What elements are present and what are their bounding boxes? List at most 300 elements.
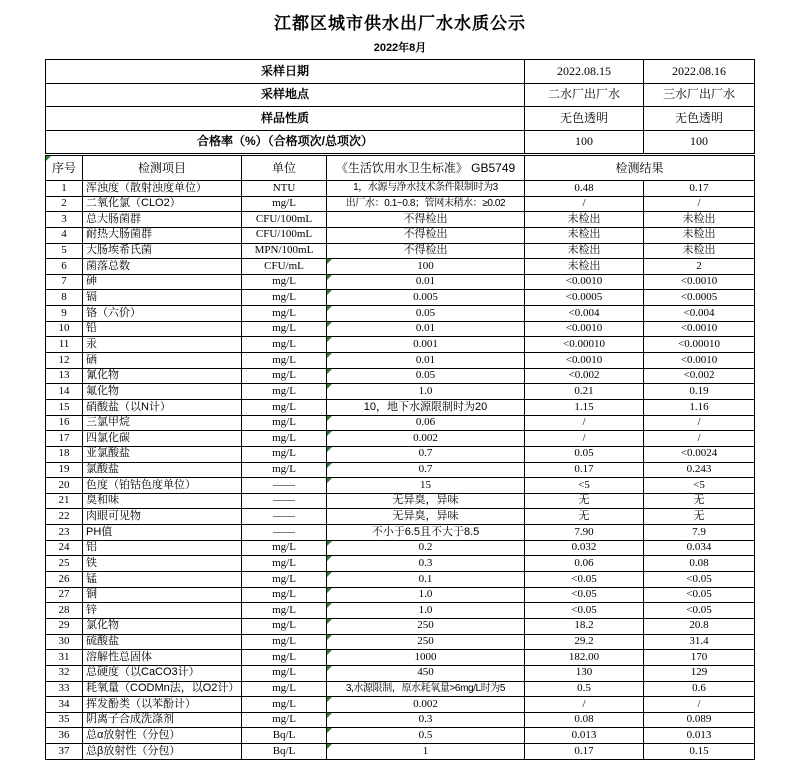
result-plant3: 无 — [644, 509, 755, 525]
row-no: 26 — [46, 572, 83, 588]
standard-limit: 不得检出 — [327, 227, 525, 243]
standard-limit: 1，水源与净水技术条件限制时为3 — [327, 181, 525, 197]
cell-flag-icon — [327, 478, 332, 483]
unit: mg/L — [242, 634, 327, 650]
unit: mg/L — [242, 587, 327, 603]
table-row — [46, 650, 755, 666]
standard-limit: 250 — [327, 634, 525, 650]
column-header-unit: 单位 — [242, 156, 327, 181]
result-plant2: 0.013 — [525, 728, 644, 744]
standard-limit: 10，地下水源限制时为20 — [327, 399, 525, 415]
info-label: 采样地点 — [46, 83, 525, 107]
unit: mg/L — [242, 650, 327, 666]
standard-limit: 15 — [327, 478, 525, 494]
standard-limit: 0.1 — [327, 572, 525, 588]
result-plant2: 未检出 — [525, 227, 644, 243]
result-plant2: 0.17 — [525, 462, 644, 478]
item-name: 肉眼可见物 — [83, 509, 242, 525]
item-name: 总硬度（以CaCO3计） — [83, 665, 242, 681]
standard-limit: 出厂水：0.1~0.8；管网末稍水：≥0.02 — [327, 196, 525, 212]
result-plant2: 182.00 — [525, 650, 644, 666]
item-name: 硫酸盐 — [83, 634, 242, 650]
table-row — [46, 587, 755, 603]
row-no: 30 — [46, 634, 83, 650]
table-row — [46, 337, 755, 353]
table-row — [46, 446, 755, 462]
sampling-info-table — [45, 59, 755, 154]
table-row — [46, 618, 755, 634]
cell-flag-icon — [46, 156, 51, 161]
result-plant3: <0.0024 — [644, 446, 755, 462]
row-no: 15 — [46, 399, 83, 415]
info-value-plant3: 2022.08.16 — [644, 60, 755, 84]
result-plant2: / — [525, 415, 644, 431]
result-plant2: 0.5 — [525, 681, 644, 697]
result-plant2: 18.2 — [525, 618, 644, 634]
info-row — [46, 60, 755, 84]
item-name: 氰化物 — [83, 368, 242, 384]
unit: mg/L — [242, 462, 327, 478]
standard-limit: 0.01 — [327, 274, 525, 290]
row-no: 25 — [46, 556, 83, 572]
standard-limit: 0.5 — [327, 728, 525, 744]
row-no: 4 — [46, 227, 83, 243]
unit: —— — [242, 493, 327, 509]
item-name: 锌 — [83, 603, 242, 619]
result-plant3: 0.17 — [644, 181, 755, 197]
info-value-plant2: 2022.08.15 — [525, 60, 644, 84]
table-row — [46, 634, 755, 650]
info-row — [46, 130, 755, 154]
result-plant2: 0.48 — [525, 181, 644, 197]
result-plant2: 未检出 — [525, 259, 644, 275]
table-row — [46, 321, 755, 337]
result-plant2: 未检出 — [525, 212, 644, 228]
item-name: 硝酸盐（以N计） — [83, 399, 242, 415]
unit: mg/L — [242, 665, 327, 681]
result-plant3: <0.0005 — [644, 290, 755, 306]
cell-flag-icon — [327, 603, 332, 608]
result-plant2: 0.05 — [525, 446, 644, 462]
result-plant3: 无 — [644, 493, 755, 509]
row-no: 7 — [46, 274, 83, 290]
standard-limit: 不小于6.5且不大于8.5 — [327, 525, 525, 541]
page-title: 江都区城市供水出厂水水质公示 — [274, 14, 526, 33]
cell-flag-icon — [327, 588, 332, 593]
cell-flag-icon — [327, 650, 332, 655]
item-name: 氯化物 — [83, 618, 242, 634]
item-name: 总大肠菌群 — [83, 212, 242, 228]
cell-flag-icon — [327, 697, 332, 702]
table-row — [46, 540, 755, 556]
result-plant3: 未检出 — [644, 227, 755, 243]
cell-flag-icon — [327, 431, 332, 436]
result-plant2: 0.21 — [525, 384, 644, 400]
result-plant3: <0.00010 — [644, 337, 755, 353]
result-plant2: 130 — [525, 665, 644, 681]
standard-limit: 100 — [327, 259, 525, 275]
cell-flag-icon — [327, 275, 332, 280]
unit: mg/L — [242, 446, 327, 462]
cell-flag-icon — [327, 556, 332, 561]
row-no: 24 — [46, 540, 83, 556]
table-row — [46, 196, 755, 212]
row-no: 14 — [46, 384, 83, 400]
table-row — [46, 431, 755, 447]
result-plant2: 29.2 — [525, 634, 644, 650]
result-plant2: <0.0005 — [525, 290, 644, 306]
unit: mg/L — [242, 712, 327, 728]
standard-limit: 450 — [327, 665, 525, 681]
standard-limit: 1.0 — [327, 384, 525, 400]
row-no: 18 — [46, 446, 83, 462]
result-plant2: 0.032 — [525, 540, 644, 556]
unit: NTU — [242, 181, 327, 197]
unit: —— — [242, 478, 327, 494]
info-value-plant3: 三水厂出厂水 — [644, 83, 755, 107]
row-no: 34 — [46, 697, 83, 713]
unit: mg/L — [242, 384, 327, 400]
standard-limit: 3,水源限制，原水耗氧量>6mg/L时为5 — [327, 681, 525, 697]
table-row — [46, 306, 755, 322]
row-no: 17 — [46, 431, 83, 447]
cell-flag-icon — [327, 744, 332, 749]
result-plant2: <0.0010 — [525, 274, 644, 290]
item-name: 菌落总数 — [83, 259, 242, 275]
cell-flag-icon — [327, 259, 332, 264]
unit: mg/L — [242, 415, 327, 431]
water-quality-table — [45, 155, 755, 760]
result-plant2: <0.0010 — [525, 353, 644, 369]
row-no: 6 — [46, 259, 83, 275]
column-header-no: 序号 — [46, 156, 83, 181]
row-no: 21 — [46, 493, 83, 509]
unit: CFU/mL — [242, 259, 327, 275]
result-plant3: / — [644, 196, 755, 212]
table-row — [46, 384, 755, 400]
result-plant3: <0.0010 — [644, 353, 755, 369]
row-no: 31 — [46, 650, 83, 666]
info-row — [46, 83, 755, 107]
row-no: 8 — [46, 290, 83, 306]
report-month: 2022年8月 — [373, 42, 427, 54]
result-plant3: <0.05 — [644, 603, 755, 619]
standard-limit: 1.0 — [327, 587, 525, 603]
result-plant2: 无 — [525, 493, 644, 509]
item-name: 氟化物 — [83, 384, 242, 400]
cell-flag-icon — [327, 666, 332, 671]
cell-flag-icon — [327, 619, 332, 624]
result-plant3: 未检出 — [644, 212, 755, 228]
table-row — [46, 243, 755, 259]
table-row — [46, 525, 755, 541]
column-header-item: 检测项目 — [83, 156, 242, 181]
table-row — [46, 665, 755, 681]
row-no: 12 — [46, 353, 83, 369]
table-row — [46, 478, 755, 494]
result-plant2: 7.90 — [525, 525, 644, 541]
cell-flag-icon — [327, 463, 332, 468]
result-plant3: / — [644, 431, 755, 447]
item-name: 臭和味 — [83, 493, 242, 509]
row-no: 23 — [46, 525, 83, 541]
result-plant3: <0.05 — [644, 587, 755, 603]
item-name: 硒 — [83, 353, 242, 369]
result-plant3: 0.243 — [644, 462, 755, 478]
table-row — [46, 462, 755, 478]
unit: mg/L — [242, 368, 327, 384]
standard-limit: 0.3 — [327, 712, 525, 728]
cell-flag-icon — [327, 322, 332, 327]
table-row — [46, 728, 755, 744]
row-no: 5 — [46, 243, 83, 259]
result-plant2: 0.17 — [525, 744, 644, 760]
result-plant3: 0.6 — [644, 681, 755, 697]
table-row — [46, 259, 755, 275]
item-name: 四氯化碳 — [83, 431, 242, 447]
info-value-plant3: 100 — [644, 130, 755, 154]
standard-limit: 1.0 — [327, 603, 525, 619]
info-value-plant2: 二水厂出厂水 — [525, 83, 644, 107]
item-name: 挥发酚类（以苯酚计） — [83, 697, 242, 713]
standard-limit: 不得检出 — [327, 243, 525, 259]
cell-flag-icon — [327, 384, 332, 389]
standard-limit: 0.001 — [327, 337, 525, 353]
cell-flag-icon — [327, 728, 332, 733]
result-plant3: 0.08 — [644, 556, 755, 572]
unit: CFU/100mL — [242, 227, 327, 243]
result-plant2: 0.08 — [525, 712, 644, 728]
standard-limit: 0.01 — [327, 321, 525, 337]
standard-limit: 0.01 — [327, 353, 525, 369]
info-row — [46, 107, 755, 131]
info-value-plant3: 无色透明 — [644, 107, 755, 131]
unit: mg/L — [242, 603, 327, 619]
row-no: 3 — [46, 212, 83, 228]
item-name: 砷 — [83, 274, 242, 290]
cell-flag-icon — [327, 369, 332, 374]
item-name: 浑浊度（散射浊度单位） — [83, 181, 242, 197]
result-plant3: 未检出 — [644, 243, 755, 259]
result-plant3: 129 — [644, 665, 755, 681]
result-plant3: <0.0010 — [644, 321, 755, 337]
item-name: 耗氧量（CODMn法，以O2计） — [83, 681, 242, 697]
standard-limit: 0.7 — [327, 446, 525, 462]
unit: mg/L — [242, 681, 327, 697]
standard-limit: 无异臭，异味 — [327, 493, 525, 509]
unit: —— — [242, 509, 327, 525]
row-no: 9 — [46, 306, 83, 322]
table-row — [46, 556, 755, 572]
result-plant3: <0.05 — [644, 572, 755, 588]
info-value-plant2: 无色透明 — [525, 107, 644, 131]
result-plant3: / — [644, 415, 755, 431]
row-no: 19 — [46, 462, 83, 478]
result-plant2: <0.05 — [525, 603, 644, 619]
table-row — [46, 181, 755, 197]
result-plant2: / — [525, 697, 644, 713]
result-plant2: <0.05 — [525, 587, 644, 603]
item-name: 三氯甲烷 — [83, 415, 242, 431]
item-name: 溶解性总固体 — [83, 650, 242, 666]
result-plant3: 0.013 — [644, 728, 755, 744]
row-no: 29 — [46, 618, 83, 634]
unit: mg/L — [242, 556, 327, 572]
result-plant3: / — [644, 697, 755, 713]
cell-flag-icon — [327, 306, 332, 311]
column-header-standard: 《生活饮用水卫生标准》 GB5749 — [327, 156, 525, 181]
table-row — [46, 415, 755, 431]
standard-limit: 1 — [327, 744, 525, 760]
row-no: 16 — [46, 415, 83, 431]
result-plant3: 0.19 — [644, 384, 755, 400]
unit: mg/L — [242, 321, 327, 337]
result-plant3: <0.0010 — [644, 274, 755, 290]
result-plant3: 1.16 — [644, 399, 755, 415]
unit: mg/L — [242, 618, 327, 634]
standard-limit: 0.002 — [327, 697, 525, 713]
result-plant3: <0.002 — [644, 368, 755, 384]
info-label: 合格率（%）（合格项次/总项次） — [46, 130, 525, 154]
row-no: 35 — [46, 712, 83, 728]
unit: CFU/100mL — [242, 212, 327, 228]
result-plant2: 未检出 — [525, 243, 644, 259]
cell-flag-icon — [327, 290, 332, 295]
item-name: 氯酸盐 — [83, 462, 242, 478]
cell-flag-icon — [327, 337, 332, 342]
table-row — [46, 212, 755, 228]
row-no: 22 — [46, 509, 83, 525]
row-no: 33 — [46, 681, 83, 697]
result-plant3: 170 — [644, 650, 755, 666]
row-no: 11 — [46, 337, 83, 353]
item-name: 色度（铂钴色度单位） — [83, 478, 242, 494]
standard-limit: 0.7 — [327, 462, 525, 478]
row-no: 32 — [46, 665, 83, 681]
standard-limit: 0.06 — [327, 415, 525, 431]
row-no: 2 — [46, 196, 83, 212]
table-row — [46, 572, 755, 588]
table-row — [46, 290, 755, 306]
row-no: 36 — [46, 728, 83, 744]
info-label: 采样日期 — [46, 60, 525, 84]
standard-limit: 0.002 — [327, 431, 525, 447]
table-row — [46, 712, 755, 728]
result-plant3: <0.004 — [644, 306, 755, 322]
standard-limit: 250 — [327, 618, 525, 634]
standard-limit: 0.3 — [327, 556, 525, 572]
unit: mg/L — [242, 353, 327, 369]
info-label: 样品性质 — [46, 107, 525, 131]
table-row — [46, 274, 755, 290]
item-name: 铜 — [83, 587, 242, 603]
item-name: 铬（六价） — [83, 306, 242, 322]
result-plant3: 20.8 — [644, 618, 755, 634]
row-no: 27 — [46, 587, 83, 603]
result-plant3: 0.089 — [644, 712, 755, 728]
table-row — [46, 744, 755, 760]
unit: —— — [242, 525, 327, 541]
result-plant2: <0.00010 — [525, 337, 644, 353]
table-row — [46, 509, 755, 525]
unit: MPN/100mL — [242, 243, 327, 259]
table-row — [46, 681, 755, 697]
unit: mg/L — [242, 399, 327, 415]
row-no: 13 — [46, 368, 83, 384]
unit: mg/L — [242, 274, 327, 290]
result-plant2: / — [525, 431, 644, 447]
table-row — [46, 368, 755, 384]
table-row — [46, 353, 755, 369]
result-plant3: 0.15 — [644, 744, 755, 760]
result-plant2: <5 — [525, 478, 644, 494]
standard-limit: 不得检出 — [327, 212, 525, 228]
unit: mg/L — [242, 337, 327, 353]
item-name: 二氧化氯（CLO2） — [83, 196, 242, 212]
result-plant2: / — [525, 196, 644, 212]
cell-flag-icon — [327, 447, 332, 452]
standard-limit: 0.2 — [327, 540, 525, 556]
unit: Bq/L — [242, 728, 327, 744]
result-plant3: <5 — [644, 478, 755, 494]
table-header-row — [46, 156, 755, 181]
cell-flag-icon — [327, 713, 332, 718]
info-value-plant2: 100 — [525, 130, 644, 154]
result-plant3: 0.034 — [644, 540, 755, 556]
table-row — [46, 697, 755, 713]
result-plant2: 1.15 — [525, 399, 644, 415]
unit: mg/L — [242, 540, 327, 556]
cell-flag-icon — [327, 572, 332, 577]
item-name: 耐热大肠菌群 — [83, 227, 242, 243]
cell-flag-icon — [327, 635, 332, 640]
unit: mg/L — [242, 697, 327, 713]
result-plant3: 31.4 — [644, 634, 755, 650]
table-row — [46, 227, 755, 243]
column-header-result: 检测结果 — [525, 156, 755, 181]
unit: mg/L — [242, 290, 327, 306]
result-plant2: <0.0010 — [525, 321, 644, 337]
item-name: 锰 — [83, 572, 242, 588]
unit: Bq/L — [242, 744, 327, 760]
item-name: 总α放射性（分包） — [83, 728, 242, 744]
standard-limit: 0.05 — [327, 368, 525, 384]
table-row — [46, 493, 755, 509]
item-name: 大肠埃希氏菌 — [83, 243, 242, 259]
result-plant2: 0.06 — [525, 556, 644, 572]
item-name: 亚氯酸盐 — [83, 446, 242, 462]
item-name: 汞 — [83, 337, 242, 353]
item-name: PH值 — [83, 525, 242, 541]
unit: mg/L — [242, 572, 327, 588]
table-row — [46, 399, 755, 415]
row-no: 10 — [46, 321, 83, 337]
row-no: 1 — [46, 181, 83, 197]
table-row — [46, 603, 755, 619]
result-plant2: <0.05 — [525, 572, 644, 588]
cell-flag-icon — [327, 353, 332, 358]
standard-limit: 1000 — [327, 650, 525, 666]
cell-flag-icon — [327, 541, 332, 546]
item-name: 铅 — [83, 321, 242, 337]
result-plant2: <0.002 — [525, 368, 644, 384]
item-name: 总β放射性（分包） — [83, 744, 242, 760]
result-plant3: 2 — [644, 259, 755, 275]
standard-limit: 0.05 — [327, 306, 525, 322]
row-no: 37 — [46, 744, 83, 760]
cell-flag-icon — [327, 416, 332, 421]
item-name: 镉 — [83, 290, 242, 306]
